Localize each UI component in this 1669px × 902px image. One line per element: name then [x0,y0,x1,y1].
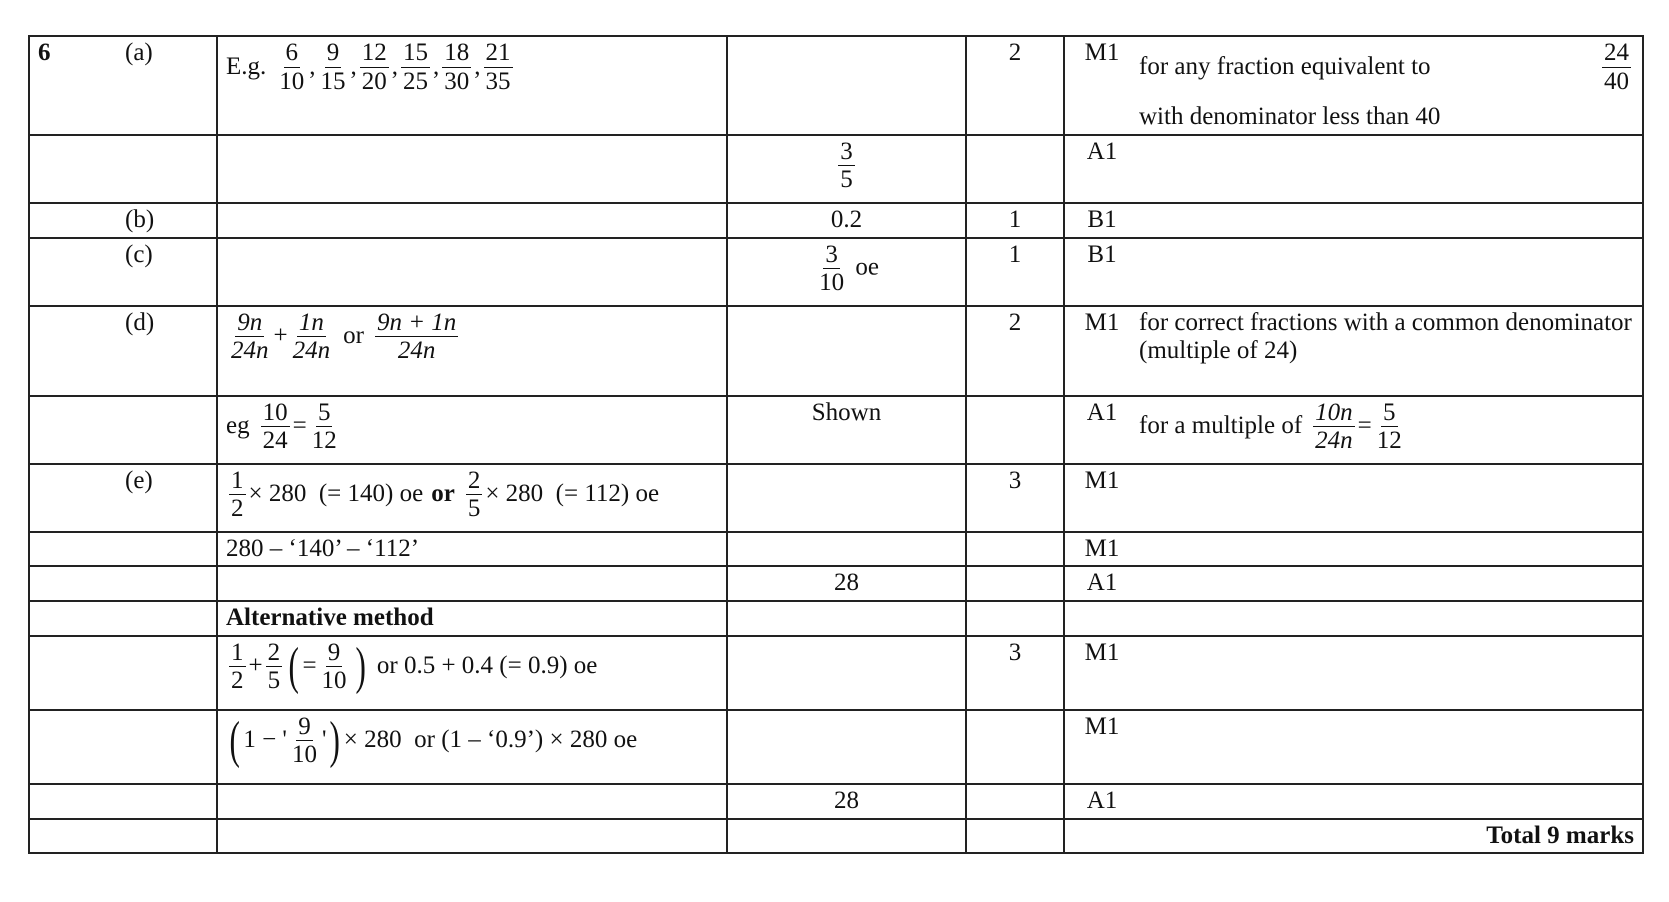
row-6e-2 [29,532,1643,567]
row-alternative-heading [29,601,1643,636]
working-cell: eg $\frac{10}{24}$ = $\frac{5}{12}$ [217,396,727,464]
fraction: 9n 24n [231,308,269,364]
row-alt-2 [29,710,1643,784]
mark-code: A1 [1064,135,1139,203]
fraction: 6 10 [279,39,305,95]
fraction: $\frac{3}{10}$ [819,240,845,296]
fraction: $\frac{9}{10}$ [321,638,347,695]
fraction: 9 10 [291,712,317,769]
guidance-cell: for correct fractions with a common denominator (multiple of 24) [1139,306,1643,396]
guidance-cell: for a multiple of $\frac{10n}{24n}$ = $\frac{5}{12}$ [1139,396,1643,464]
working-cell: ( 1 − ' 9 10 ' ) × 280 or (1 – ‘0.9’) × 280 oe [217,710,727,784]
fraction: 9n + 1n 24n [376,308,457,364]
fraction: $\frac{5}{12}$ [311,398,337,454]
alternative-method-heading: Alternative method [217,601,727,636]
mark-cell: 3 [966,464,1064,532]
mark-code: A1 [1064,396,1139,464]
fraction: 15 25 [403,39,429,95]
answer-cell [727,135,966,203]
mark-code: A1 [1064,784,1139,819]
row-total [29,819,1643,854]
fraction: $\frac{5}{12}$ [1376,398,1402,454]
fraction: 9 15 [320,39,346,95]
row-6a-2 [29,135,1643,203]
guidance-cell: for any fraction equivalent to 24 40 with denominator less than 40 [1139,36,1643,135]
eg-label: E.g. [226,52,267,80]
answer-cell: Shown [727,396,966,464]
mark-cell: 2 [966,306,1064,396]
mark-code: B1 [1064,238,1139,306]
fraction: 21 35 [485,39,511,95]
part-label-c: (c) [117,238,217,306]
fraction: 18 30 [444,39,470,95]
part-label-e: (e) [117,464,217,532]
mark-cell: 3 [966,636,1064,710]
fraction: $\frac{10n}{24n}$ [1315,398,1353,454]
mark-code: M1 [1064,36,1139,135]
working-cell: 9n 24n + $\frac{1n}{24n}$ or 9n + 1n 24n [217,306,727,396]
part-label-b: (b) [117,203,217,238]
part-label-d: (d) [117,306,217,396]
mark-code: M1 [1064,306,1139,396]
fraction: $\frac{1}{2}$ [231,466,244,522]
row-6b [29,203,1643,238]
row-alt-1 [29,636,1643,710]
mark-code: A1 [1064,566,1139,601]
mark-code: B1 [1064,203,1139,238]
row-6e-3 [29,566,1643,601]
fraction: $\frac{10}{24}$ [262,398,288,454]
mark-scheme-table [28,35,1644,854]
row-6d-2 [29,396,1643,464]
answer-cell [727,36,966,135]
mark-code: M1 [1064,636,1139,710]
fraction: $\frac{1n}{24n}$ [292,308,331,364]
part-label-a: (a) [117,36,217,135]
mark-cell: 1 [966,238,1064,306]
answer-cell: $\frac{3}{10}$ oe [727,238,966,306]
answer-cell: 28 [727,784,966,819]
fraction: $\frac{2}{5}$ [467,466,481,522]
fraction: 12 20 [361,39,387,95]
row-6e-1 [29,464,1643,532]
fraction: $\frac{3}{5}$ [840,137,853,194]
working-cell: 1 2 + $\frac{2}{5}$ ( = $\frac{9}{10}$ ) or 0.5 + 0.4 (= 0.9) oe [217,636,727,710]
row-6a-1 [29,36,1643,135]
mark-code: M1 [1064,710,1139,784]
mark-code: M1 [1064,532,1139,567]
mark-cell: 1 [966,203,1064,238]
question-number: 6 [29,36,117,135]
working-cell: E.g. 6 10 , 9 15 , 12 20 , 15 25 , 18 30 , 21 35 [217,36,727,135]
row-6c [29,238,1643,306]
row-alt-3 [29,784,1643,819]
total-marks: Total 9 marks [1139,819,1643,854]
mark-code: M1 [1064,464,1139,532]
answer-cell: 0.2 [727,203,966,238]
working-cell: 280 – ‘140’ – ‘112’ [217,532,727,567]
mark-cell: 2 [966,36,1064,135]
fraction: $\frac{2}{5}$ [267,638,281,695]
row-6d-1 [29,306,1643,396]
fraction: 24 40 [1604,39,1629,95]
working-cell: $\frac{1}{2}$ × 280 (= 140) oe or $\frac{2}{5}$ × 280 (= 112) oe [217,464,727,532]
answer-cell: 28 [727,566,966,601]
fraction: 1 2 [231,638,244,695]
